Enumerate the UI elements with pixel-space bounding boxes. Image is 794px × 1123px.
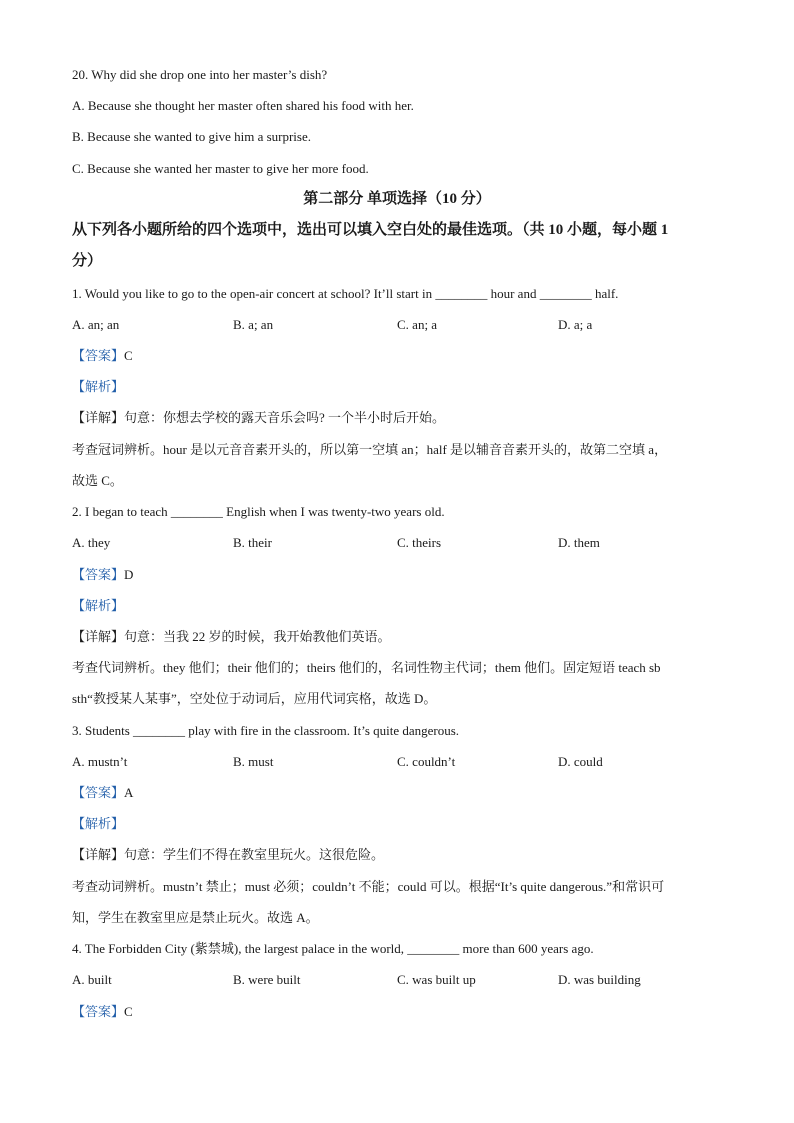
section-title: 第二部分 单项选择（10 分） (303, 190, 491, 207)
question-3-detail-2: 考查动词辨析。mustn’t 禁止；must 必须；couldn’t 不能；could 可以。根据“It’s quite dangerous.”和常识可 (72, 878, 665, 894)
answer-value: C (124, 347, 133, 363)
question-3-stem: 3. Students ________ play with fire in the classroom. It’s quite dangerous. (72, 722, 460, 738)
section-instruction-line-1: 从下列各小题所给的四个选项中，选出可以填入空白处的最佳选项。（共 10 小题，每小题 1 (72, 222, 669, 239)
question-1-detail-2: 考查冠词辨析。hour 是以元音音素开头的，所以第一空填 an；half 是以辅音音素开头的，故第二空填 a， (72, 441, 668, 457)
question-2-analysis-label (72, 590, 722, 621)
answer-value: D (124, 566, 134, 582)
section-instruction-line-2: 分） (72, 253, 103, 270)
question-3-analysis-label (72, 808, 722, 839)
question-2-answer (72, 559, 722, 590)
question-4-options (72, 964, 722, 995)
analysis-label: 【解析】 (72, 379, 125, 395)
option-a: A. they (72, 535, 111, 551)
question-20-option-b: B. Because she wanted to give him a surprise. (72, 129, 311, 145)
answer-label: 【答案】 (72, 347, 125, 363)
option-d: D. them (558, 535, 600, 551)
option-a: A. an; an (72, 316, 120, 332)
option-c: C. was built up (397, 972, 476, 988)
option-d: D. could (558, 753, 603, 769)
option-b: B. their (233, 535, 272, 551)
analysis-label: 【解析】 (72, 816, 125, 832)
question-20-option-a: A. Because she thought her master often shared his food with her. (72, 98, 414, 114)
answer-value: A (124, 785, 134, 801)
option-c: C. theirs (397, 535, 442, 551)
question-3-detail-1: 【详解】句意：学生们不得在教室里玩火。这很危险。 (72, 847, 385, 863)
option-b: B. a; an (233, 316, 274, 332)
question-1-stem: 1. Would you like to go to the open-air concert at school? It’ll start in ________ hour and ________ half. (72, 285, 619, 301)
question-1-detail-3: 故选 C。 (72, 472, 123, 488)
option-b: B. were built (233, 972, 301, 988)
option-a: A. built (72, 972, 112, 988)
exam-page (72, 59, 722, 1027)
question-3-detail-3: 知，学生在教室里应是禁止玩火。故选 A。 (72, 909, 319, 925)
option-c: C. an; a (397, 316, 438, 332)
question-3-answer (72, 777, 722, 808)
option-c: C. couldn’t (397, 753, 456, 769)
answer-value: C (124, 1003, 133, 1019)
question-4-stem: 4. The Forbidden City (紫禁城), the largest palace in the world, ________ more than 600 years ago. (72, 941, 594, 957)
option-d: D. was building (558, 972, 641, 988)
question-1-analysis-label (72, 371, 722, 402)
question-20-stem: 20. Why did she drop one into her master’s dish? (72, 67, 328, 82)
question-2-detail-1: 【详解】句意：当我 22 岁的时候，我开始教他们英语。 (72, 628, 391, 644)
question-2-stem: 2. I began to teach ________ English when I was twenty-two years old. (72, 504, 445, 520)
question-2-options (72, 527, 722, 558)
question-1-answer (72, 340, 722, 371)
question-2-detail-2: 考查代词辨析。they 他们；their 他们的；theirs 他们的，名词性物主代词；them 他们。固定短语 teach sb (72, 660, 661, 676)
question-3-options (72, 746, 722, 777)
answer-label: 【答案】 (72, 1003, 125, 1019)
question-4-answer (72, 996, 722, 1027)
answer-label: 【答案】 (72, 785, 125, 801)
question-1-options (72, 309, 722, 340)
question-2-detail-3: sth“教授某人某事”，空处位于动词后，应用代词宾格，故选 D。 (72, 691, 437, 707)
answer-label: 【答案】 (72, 566, 125, 582)
analysis-label: 【解析】 (72, 597, 125, 613)
option-b: B. must (233, 753, 274, 769)
option-a: A. mustn’t (72, 753, 128, 769)
question-20-option-c: C. Because she wanted her master to give her more food. (72, 160, 369, 176)
option-d: D. a; a (558, 316, 593, 332)
question-1-detail-1: 【详解】句意：你想去学校的露天音乐会吗? 一个半小时后开始。 (72, 410, 446, 426)
